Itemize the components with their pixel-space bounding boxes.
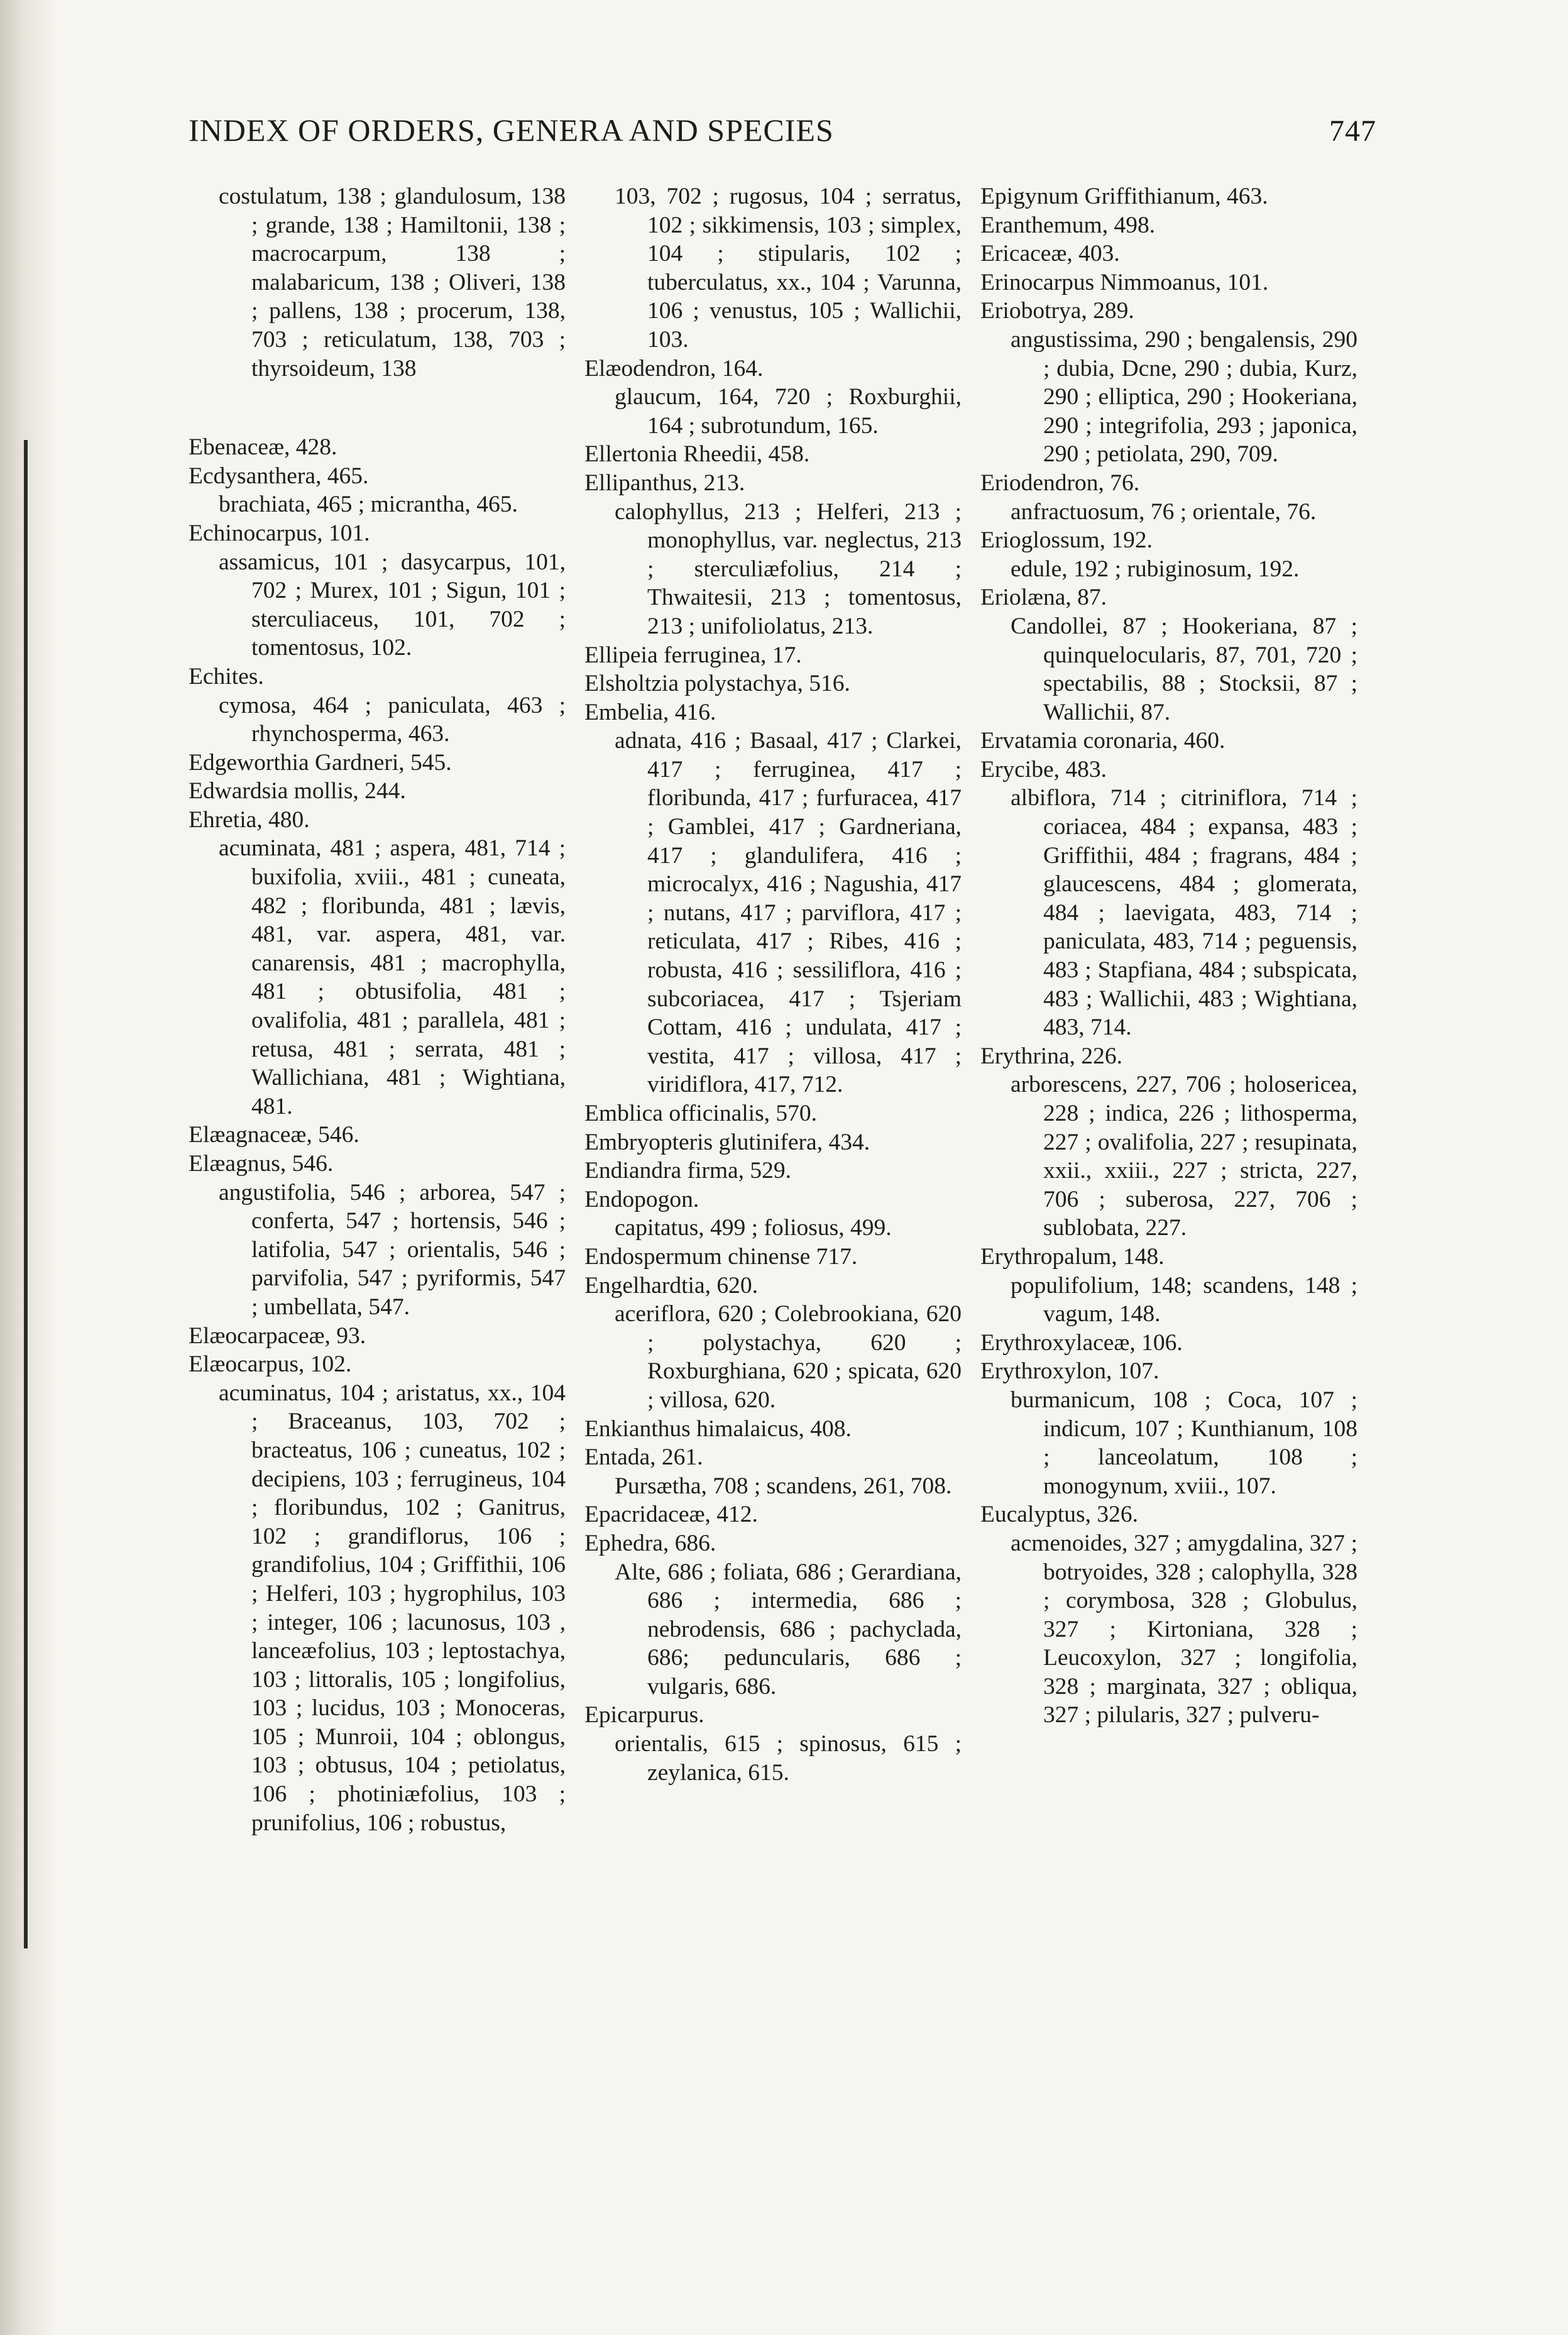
index-entry: Ephedra, 686. — [584, 1530, 716, 1556]
index-entry: Endopogon. — [584, 1186, 699, 1212]
index-subentry: brachiata, 465 ; micrantha, 465. — [219, 492, 518, 518]
binding-shadow-line — [24, 440, 28, 1948]
index-entry: Ehretia, 480. — [189, 806, 310, 833]
index-entry: Ervatamia coronaria, 460. — [980, 728, 1225, 754]
index-column-1 — [189, 182, 566, 1837]
index-subentry: costulatum, 138 ; glandulosum, 138 ; grande, 138 ; Hamiltonii, 138 ; macrocarpum, 138 ; malabaricum, 138 ; Oliveri, 138 ; pallens, 138 ; procerum, 138, 703 ; reticulatum, 138, 703 ; thyrsoideum, 138 — [219, 184, 566, 382]
index-entry: Elæocarpus, 102. — [189, 1351, 352, 1378]
index-entry: Eriolæna, 87. — [980, 585, 1107, 611]
index-entry: Ellipanthus, 213. — [584, 470, 745, 496]
index-entry: Erythroxylaceæ, 106. — [980, 1329, 1183, 1356]
index-entry: Echites. — [189, 663, 264, 690]
index-entry: Erycibe, 483. — [980, 756, 1107, 783]
index-subentry: angustifolia, 546 ; arborea, 547 ; conferta, 547 ; hortensis, 546 ; latifolia, 547 ; orientalis, 546 ; parvifolia, 547 ; pyriformis, 547 ; umbellata, 547. — [219, 1179, 566, 1320]
index-entry: Ecdysanthera, 465. — [189, 463, 369, 489]
index-subentry: calophyllus, 213 ; Helferi, 213 ; monophyllus, var. neglectus, 213 ; sterculiæfolius, 214 ; Thwaitesii, 213 ; tomentosus, 213 ; unifoliolatus, 213. — [615, 498, 962, 639]
index-entry: Elsholtzia polystachya, 516. — [584, 671, 850, 697]
index-entry: Ericaceæ, 403. — [980, 241, 1120, 267]
index-subentry: populifolium, 148; scandens, 148 ; vagum, 148. — [1011, 1272, 1357, 1327]
index-entry: Eriodendron, 76. — [980, 470, 1140, 496]
index-subentry: acuminatus, 104 ; aristatus, xx., 104 ; Braceanus, 103, 702 ; bracteatus, 106 ; cuneatus, 102 ; decipiens, 103 ; ferrugineus, 104 ; floribundus, 102 ; Ganitrus, 102 ; grandiflorus, 106 ; grandifolius, 104 ; Griffithii, 106 ; Helferi, 103 ; hygrophilus, 103 ; integer, 106 ; lacunosus, 103 , lanceæfolius, 103 ; leptostachya, 103 ; littoralis, 105 ; longifolius, 103 ; lucidus, 103 ; Monoceras, 105 ; Munroii, 104 ; oblongus, 103 ; obtusus, 104 ; petiolatus, 106 ; photiniæfolius, 103 ; prunifolius, 106 ; robustus, — [219, 1380, 566, 1836]
index-entry: Erioglossum, 192. — [980, 527, 1153, 554]
index-subentry: acuminata, 481 ; aspera, 481, 714 ; buxifolia, xviii., 481 ; cuneata, 482 ; floribunda, 481 ; lævis, 481, var. aspera, 481, var. canarensis, 481 ; macrophylla, 481 ; obtusifolia, 481 ; ovalifolia, 481 ; parallela, 481 ; retusa, 481 ; serrata, 481 ; Wallichiana, 481 ; Wightiana, 481. — [219, 835, 566, 1119]
index-subentry: Candollei, 87 ; Hookeriana, 87 ; quinquelocularis, 87, 701, 720 ; spectabilis, 88 ; Stocksii, 87 ; Wallichii, 87. — [1011, 613, 1357, 725]
index-subentry: albiflora, 714 ; citriniflora, 714 ; coriacea, 484 ; expansa, 483 ; Griffithii, 484 ; fragrans, 484 ; glaucescens, 484 ; glomerata, 484 ; laevigata, 483, 714 ; paniculata, 483, 714 ; peguensis, 483 ; Stapfiana, 484 ; subspicata, 483 ; Wallichii, 483 ; Wightiana, 483, 714. — [1011, 785, 1357, 1041]
index-entry: Edgeworthia Gardneri, 545. — [189, 749, 452, 776]
index-entry: Epigynum Griffithianum, 463. — [980, 184, 1268, 209]
page-number: 747 — [1329, 114, 1376, 148]
index-subentry: 103, 702 ; rugosus, 104 ; serratus, 102 ; sikkimensis, 103 ; simplex, 104 ; stipularis, 102 ; tuberculatus, xx., 104 ; Varunna, 106 ; venustus, 105 ; Wallichii, 103. — [615, 184, 962, 353]
index-entry: Epicarpurus. — [584, 1702, 705, 1728]
index-subentry: arborescens, 227, 706 ; holosericea, 228 ; indica, 226 ; lithosperma, 227 ; ovalifolia, 227 ; resupinata, xxii., xxiii., 227 ; stricta, 227, 706 ; suberosa, 227, 706 ; sublobata, 227. — [1011, 1072, 1357, 1241]
index-entry: Erythroxylon, 107. — [980, 1358, 1160, 1385]
index-entry: Endiandra firma, 529. — [584, 1158, 792, 1184]
index-subentry: aceriflora, 620 ; Colebrookiana, 620 ; polystachya, 620 ; Roxburghiana, 620 ; spicata, 620 ; villosa, 620. — [615, 1301, 962, 1413]
entry-gap — [189, 383, 566, 433]
book-binding-edge — [0, 0, 57, 2335]
index-entry: Eucalyptus, 326. — [980, 1502, 1139, 1528]
index-entry: Elæagnaceæ, 546. — [189, 1122, 359, 1148]
index-subentry: glaucum, 164, 720 ; Roxburghii, 164 ; subrotundum, 165. — [615, 384, 962, 439]
index-subentry: angustissima, 290 ; bengalensis, 290 ; dubia, Dcne, 290 ; dubia, Kurz, 290 ; elliptica, 290 ; Hookeriana, 290 ; integrifolia, 293 ; japonica, 290 ; petiolata, 290, 709. — [1011, 326, 1357, 468]
index-entry: Eriobotrya, 289. — [980, 298, 1134, 324]
index-subentry: edule, 192 ; rubiginosum, 192. — [1011, 556, 1300, 582]
index-subentry: orientalis, 615 ; spinosus, 615 ; zeylanica, 615. — [615, 1731, 962, 1786]
index-entry: Elæocarpaceæ, 93. — [189, 1322, 366, 1349]
index-entry: Erythropalum, 148. — [980, 1243, 1165, 1270]
index-entry: Engelhardtia, 620. — [584, 1272, 758, 1299]
index-entry: Ebenaceæ, 428. — [189, 434, 337, 461]
page-header — [189, 112, 1376, 148]
index-entry: Entada, 261. — [584, 1444, 703, 1471]
index-entry: Endospermum chinense 717. — [584, 1243, 858, 1270]
index-entry: Epacridaceæ, 412. — [584, 1502, 758, 1528]
index-entry: Edwardsia mollis, 244. — [189, 778, 406, 805]
index-subentry: capitatus, 499 ; foliosus, 499. — [615, 1215, 892, 1241]
index-subentry: Pursætha, 708 ; scandens, 261, 708. — [615, 1473, 952, 1499]
index-entry: Elæodendron, 164. — [584, 355, 764, 382]
index-subentry: anfractuosum, 76 ; orientale, 76. — [1011, 498, 1317, 525]
index-subentry: Alte, 686 ; foliata, 686 ; Gerardiana, 686 ; intermedia, 686 ; nebrodensis, 686 ; pachyclada, 686; peduncularis, 686 ; vulgaris, 686. — [615, 1559, 962, 1700]
index-entry: Ellertonia Rheedii, 458. — [584, 441, 810, 468]
index-subentry: cymosa, 464 ; paniculata, 463 ; rhynchosperma, 463. — [219, 692, 566, 747]
index-entry: Erythrina, 226. — [980, 1043, 1122, 1069]
index-entry: Echinocarpus, 101. — [189, 520, 370, 546]
index-subentry: acmenoides, 327 ; amygdalina, 327 ; botryoides, 328 ; calophylla, 328 ; corymbosa, 328 ; Globulus, 327 ; Kirtoniana, 328 ; Leucoxylon, 327 ; longifolia, 328 ; marginata, 327 ; obliqua, 327 ; pilularis, 327 ; pulveru- — [1011, 1530, 1357, 1728]
index-entry: Erinocarpus Nimmoanus, 101. — [980, 269, 1269, 295]
index-subentry: burmanicum, 108 ; Coca, 107 ; indicum, 107 ; Kunthianum, 108 ; lanceolatum, 108 ; monogynum, xviii., 107. — [1011, 1387, 1357, 1499]
index-entry: Enkianthus himalaicus, 408. — [584, 1415, 852, 1442]
index-entry: Ellipeia ferruginea, 17. — [584, 642, 802, 668]
index-entry: Elæagnus, 546. — [189, 1151, 334, 1177]
index-subentry: assamicus, 101 ; dasycarpus, 101, 702 ; Murex, 101 ; Sigun, 101 ; sterculiaceus, 101, 702 ; tomentosus, 102. — [219, 549, 566, 661]
index-subentry: adnata, 416 ; Basaal, 417 ; Clarkei, 417 ; ferruginea, 417 ; floribunda, 417 ; furfuracea, 417 ; Gamblei, 417 ; Gardneriana, 417 ; glandulifera, 416 ; microcalyx, 416 ; Nagushia, 417 ; nutans, 417 ; parviflora, 417 ; reticulata, 417 ; Ribes, 416 ; robusta, 416 ; sessiliflora, 416 ; subcoriacea, 417 ; Tsjeriam Cottam, 416 ; undulata, 417 ; vestita, 417 ; villosa, 417 ; viridiflora, 417, 712. — [615, 728, 962, 1098]
index-entry: Emblica officinalis, 570. — [584, 1101, 818, 1126]
index-entry: Eranthemum, 498. — [980, 212, 1156, 238]
index-entry: Embelia, 416. — [584, 699, 716, 725]
index-entry: Embryopteris glutinifera, 434. — [584, 1129, 870, 1155]
running-title: INDEX OF ORDERS, GENERA AND SPECIES — [189, 113, 834, 148]
index-column-3 — [980, 182, 1357, 1730]
index-column-2 — [584, 182, 962, 1787]
